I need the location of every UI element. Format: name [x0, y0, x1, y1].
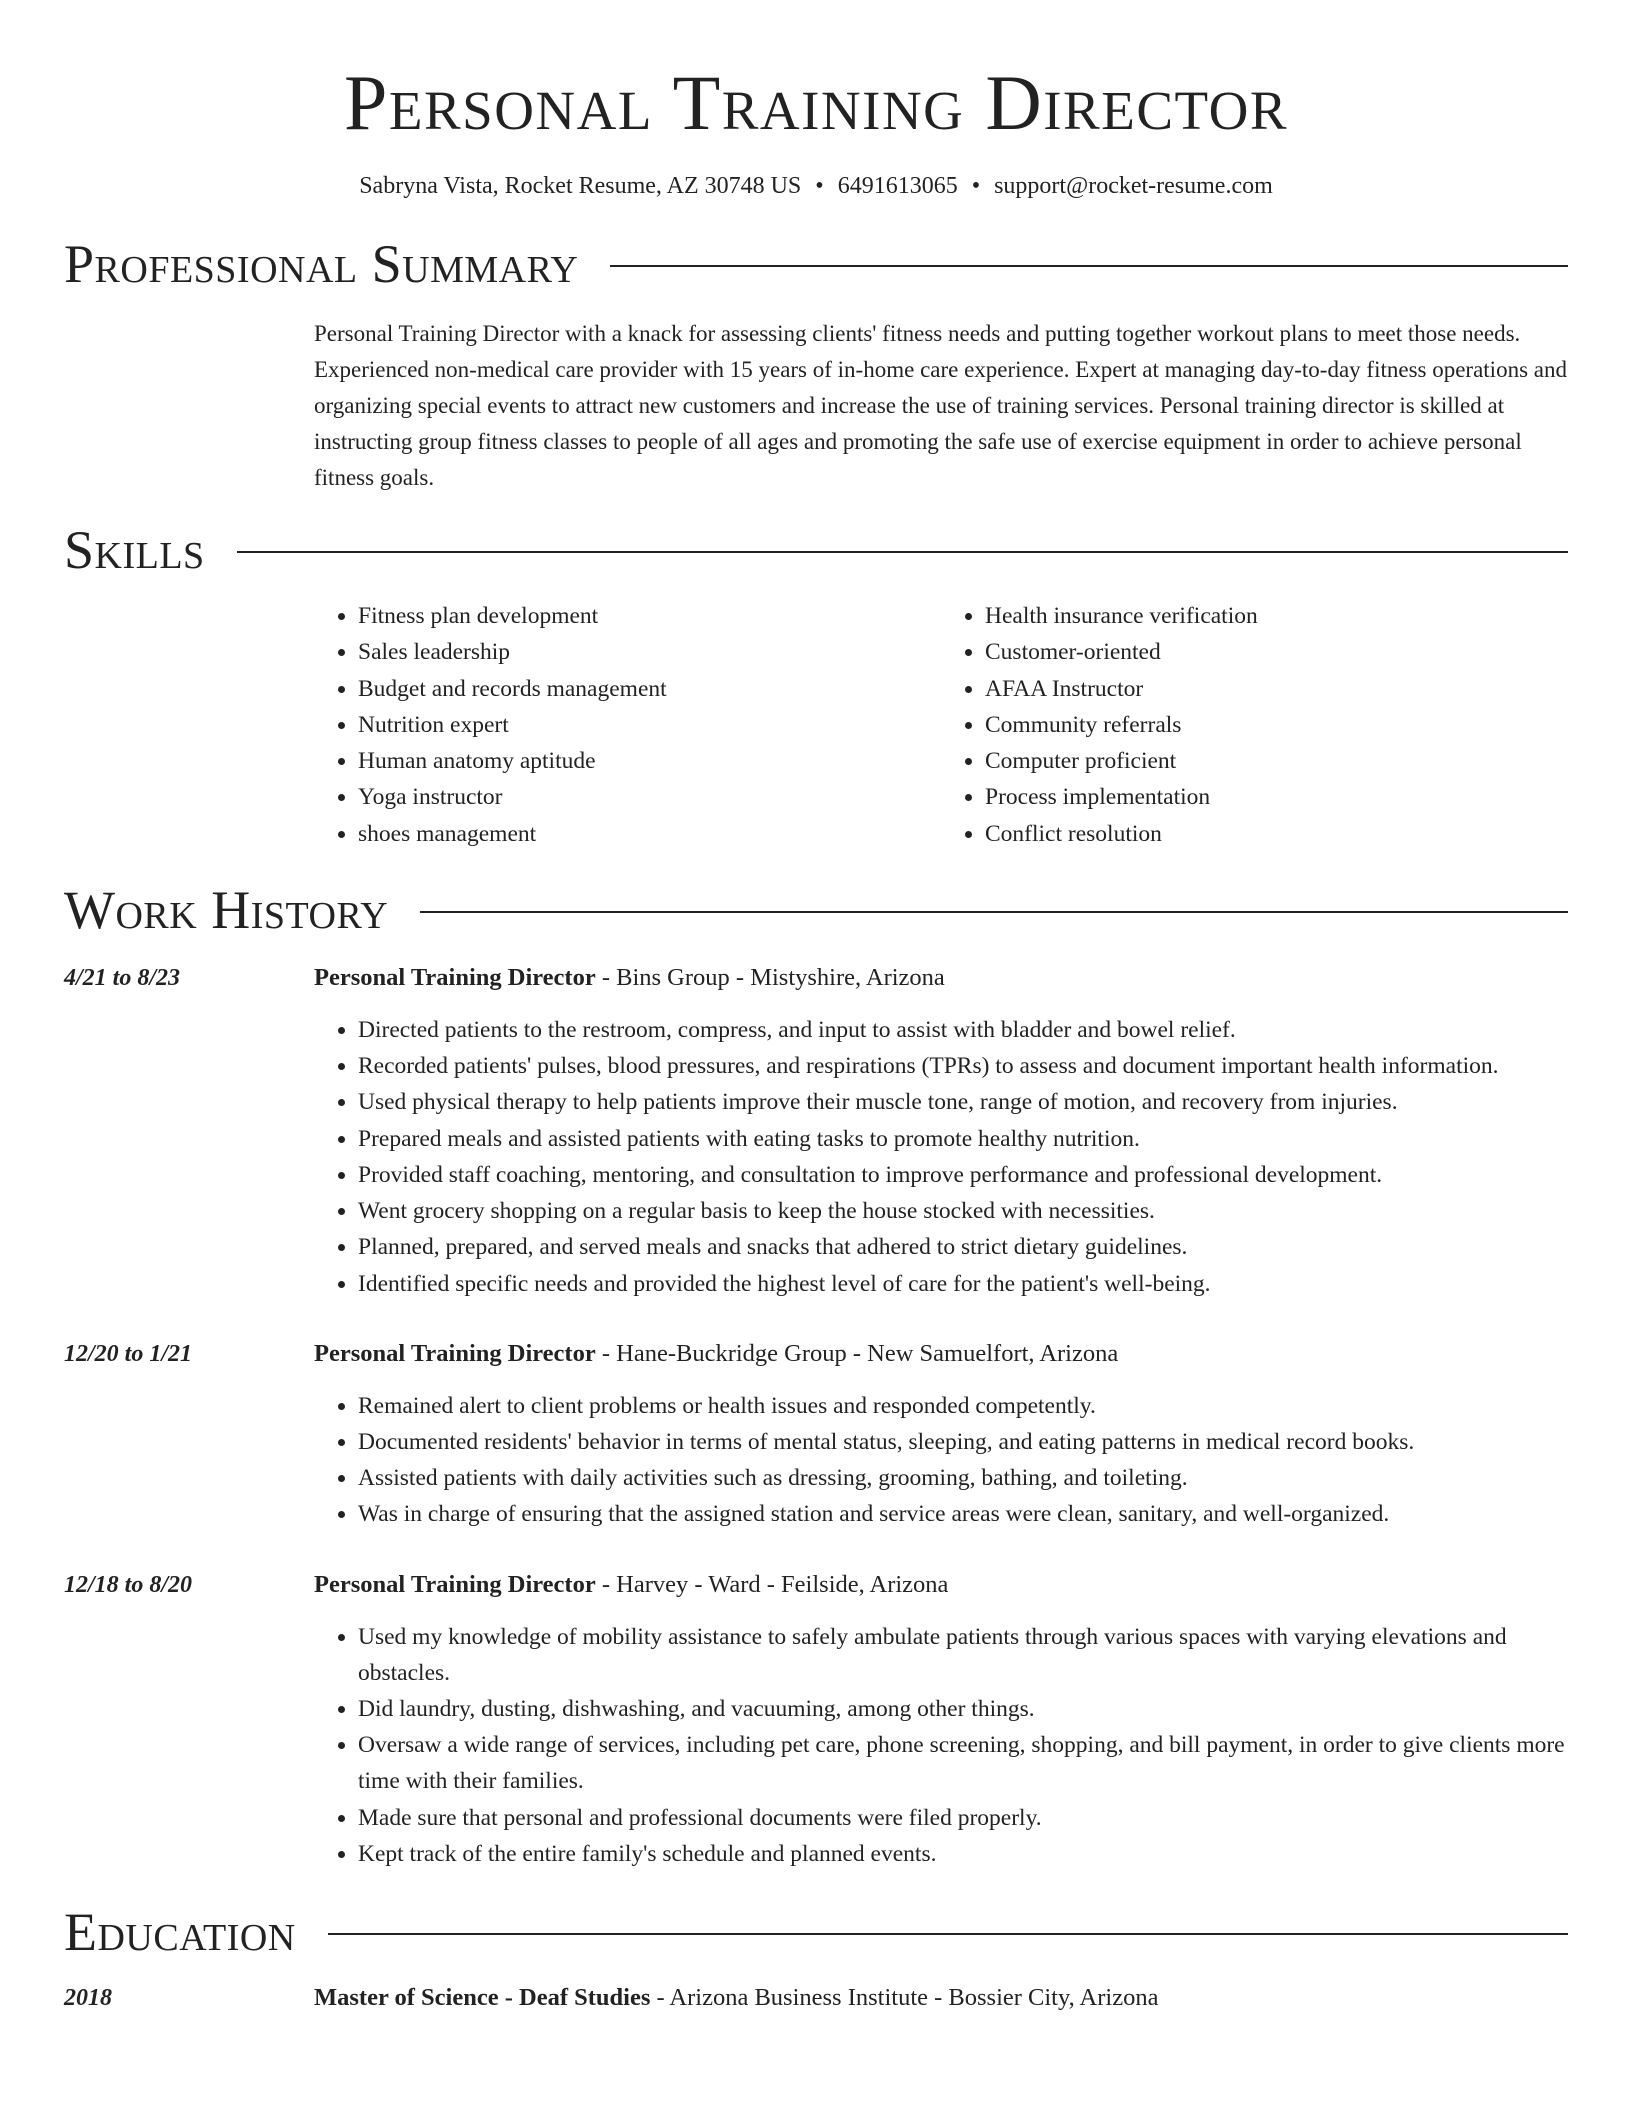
list-item: • Kept track of the entire family's schedule and planned events. — [358, 1836, 1568, 1872]
contact-phone: 6491613065 — [837, 173, 958, 199]
list-item: • Prepared meals and assisted patients with eating tasks to promote healthy nutrition. — [358, 1121, 1568, 1157]
work-heading: Work History — [64, 880, 389, 941]
education-header — [314, 1980, 1158, 2016]
section-divider — [610, 265, 1568, 267]
summary-section-header — [64, 232, 1568, 296]
list-item: • Recorded patients' pulses, blood pressures, and respirations (TPRs) to assess and document important health information. — [358, 1048, 1568, 1084]
list-item: • Nutrition expert — [358, 707, 941, 743]
list-item: • Sales leadership — [358, 634, 941, 670]
education-heading: Education — [64, 1901, 296, 1962]
job-entry — [64, 1567, 1568, 1872]
list-item: • AFAA Instructor — [985, 671, 1568, 707]
education-school: - Arizona Business Institute - Bossier City, Arizona — [650, 1983, 1159, 2011]
work-section-header — [64, 878, 1568, 942]
list-item: • Used my knowledge of mobility assistance to safely ambulate patients through various spaces with varying elevations and obstacles. — [358, 1619, 1568, 1691]
list-item: • Documented residents' behavior in terms of mental status, sleeping, and eating patterns in medical record books. — [358, 1424, 1568, 1460]
list-item: • Identified specific needs and provided the highest level of care for the patient's well-being. — [358, 1266, 1568, 1302]
job-title: Personal Training Director — [314, 964, 596, 992]
list-item: • Process implementation — [985, 779, 1568, 815]
education-section-header — [64, 1900, 1568, 1964]
job-bullets — [314, 1388, 1568, 1533]
list-item: • Planned, prepared, and served meals and snacks that adhered to strict dietary guidelines. — [358, 1229, 1568, 1265]
job-header — [314, 1336, 1568, 1372]
summary-text: Personal Training Director with a knack for assessing clients' fitness needs and putting together workout plans to meet those needs. Experienced non-medical care provider with 15 years of in-home care experience. Expert at managing day-to-day fitness operations and organizing special events to attract new customers and increase the use of training services. Personal training director is skilled at instructing group fitness classes to people of all ages and promoting the safe use of exercise equipment in order to achieve personal fitness goals. — [314, 321, 1567, 490]
job-company: - Bins Group - Mistyshire, Arizona — [595, 964, 945, 992]
separator-dot: • — [971, 173, 981, 199]
job-header — [314, 960, 1568, 996]
section-divider — [237, 551, 1568, 553]
list-item: • Used physical therapy to help patients improve their muscle tone, range of motion, and recovery from injuries. — [358, 1084, 1568, 1120]
job-bullets — [314, 1619, 1568, 1872]
list-item: • Health insurance verification — [985, 598, 1568, 634]
job-date: 4/21 to 8/23 — [64, 965, 181, 992]
list-item: • shoes management — [358, 816, 941, 852]
list-item: • Provided staff coaching, mentoring, and consultation to improve performance and professional development. — [358, 1157, 1568, 1193]
education-degree: Master of Science - Deaf Studies — [314, 1983, 651, 2011]
skills-column-right — [941, 598, 1568, 852]
section-divider — [420, 911, 1568, 913]
job-entry — [64, 960, 1568, 1302]
skills-list — [314, 598, 1568, 852]
list-item: • Conflict resolution — [985, 816, 1568, 852]
job-title: Personal Training Director — [314, 1339, 596, 1367]
skills-section-header — [64, 518, 1568, 582]
job-date: 12/18 to 8/20 — [64, 1571, 193, 1598]
job-company: - Harvey - Ward - Feilside, Arizona — [595, 1570, 949, 1598]
list-item: • Customer-oriented — [985, 634, 1568, 670]
list-item: • Budget and records management — [358, 671, 941, 707]
contact-address: Sabryna Vista, Rocket Resume, AZ 30748 US — [359, 173, 802, 199]
skills-column-left — [314, 598, 941, 852]
job-header — [314, 1567, 1568, 1603]
list-item: • Computer proficient — [985, 743, 1568, 779]
list-item: • Fitness plan development — [358, 598, 941, 634]
job-title: Personal Training Director — [314, 1570, 596, 1598]
list-item: • Was in charge of ensuring that the assigned station and service areas were clean, sanitary, and well-organized. — [358, 1496, 1568, 1532]
list-item: • Community referrals — [985, 707, 1568, 743]
job-entry — [64, 1336, 1568, 1533]
section-divider — [328, 1933, 1568, 1935]
job-bullets — [314, 1012, 1568, 1302]
list-item: • Made sure that personal and professional documents were filed properly. — [358, 1800, 1568, 1836]
skills-heading: Skills — [64, 520, 205, 580]
separator-dot: • — [815, 173, 824, 199]
education-entry — [64, 1980, 1568, 2016]
list-item: • Went grocery shopping on a regular basis to keep the house stocked with necessities. — [358, 1193, 1568, 1229]
contact-line — [64, 170, 1568, 202]
summary-heading: Professional Summary — [64, 234, 579, 294]
page-title: Personal Training Director — [343, 59, 1289, 146]
list-item: • Yoga instructor — [358, 779, 941, 815]
list-item: • Did laundry, dusting, dishwashing, and vacuuming, among other things. — [358, 1691, 1568, 1727]
list-item: • Directed patients to the restroom, compress, and input to assist with bladder and bowel relief. — [358, 1012, 1568, 1048]
contact-email: support@rocket-resume.com — [994, 173, 1273, 199]
list-item: • Oversaw a wide range of services, including pet care, phone screening, shopping, and bill payment, in order to give clients more time with their families. — [358, 1727, 1568, 1799]
job-date: 12/20 to 1/21 — [64, 1340, 193, 1367]
education-date: 2018 — [64, 1984, 112, 2011]
job-company: - Hane-Buckridge Group - New Samuelfort, Arizona — [595, 1339, 1119, 1367]
list-item: • Assisted patients with daily activities such as dressing, grooming, bathing, and toileting. — [358, 1460, 1568, 1496]
list-item: • Human anatomy aptitude — [358, 743, 941, 779]
list-item: • Remained alert to client problems or health issues and responded competently. — [358, 1388, 1568, 1424]
